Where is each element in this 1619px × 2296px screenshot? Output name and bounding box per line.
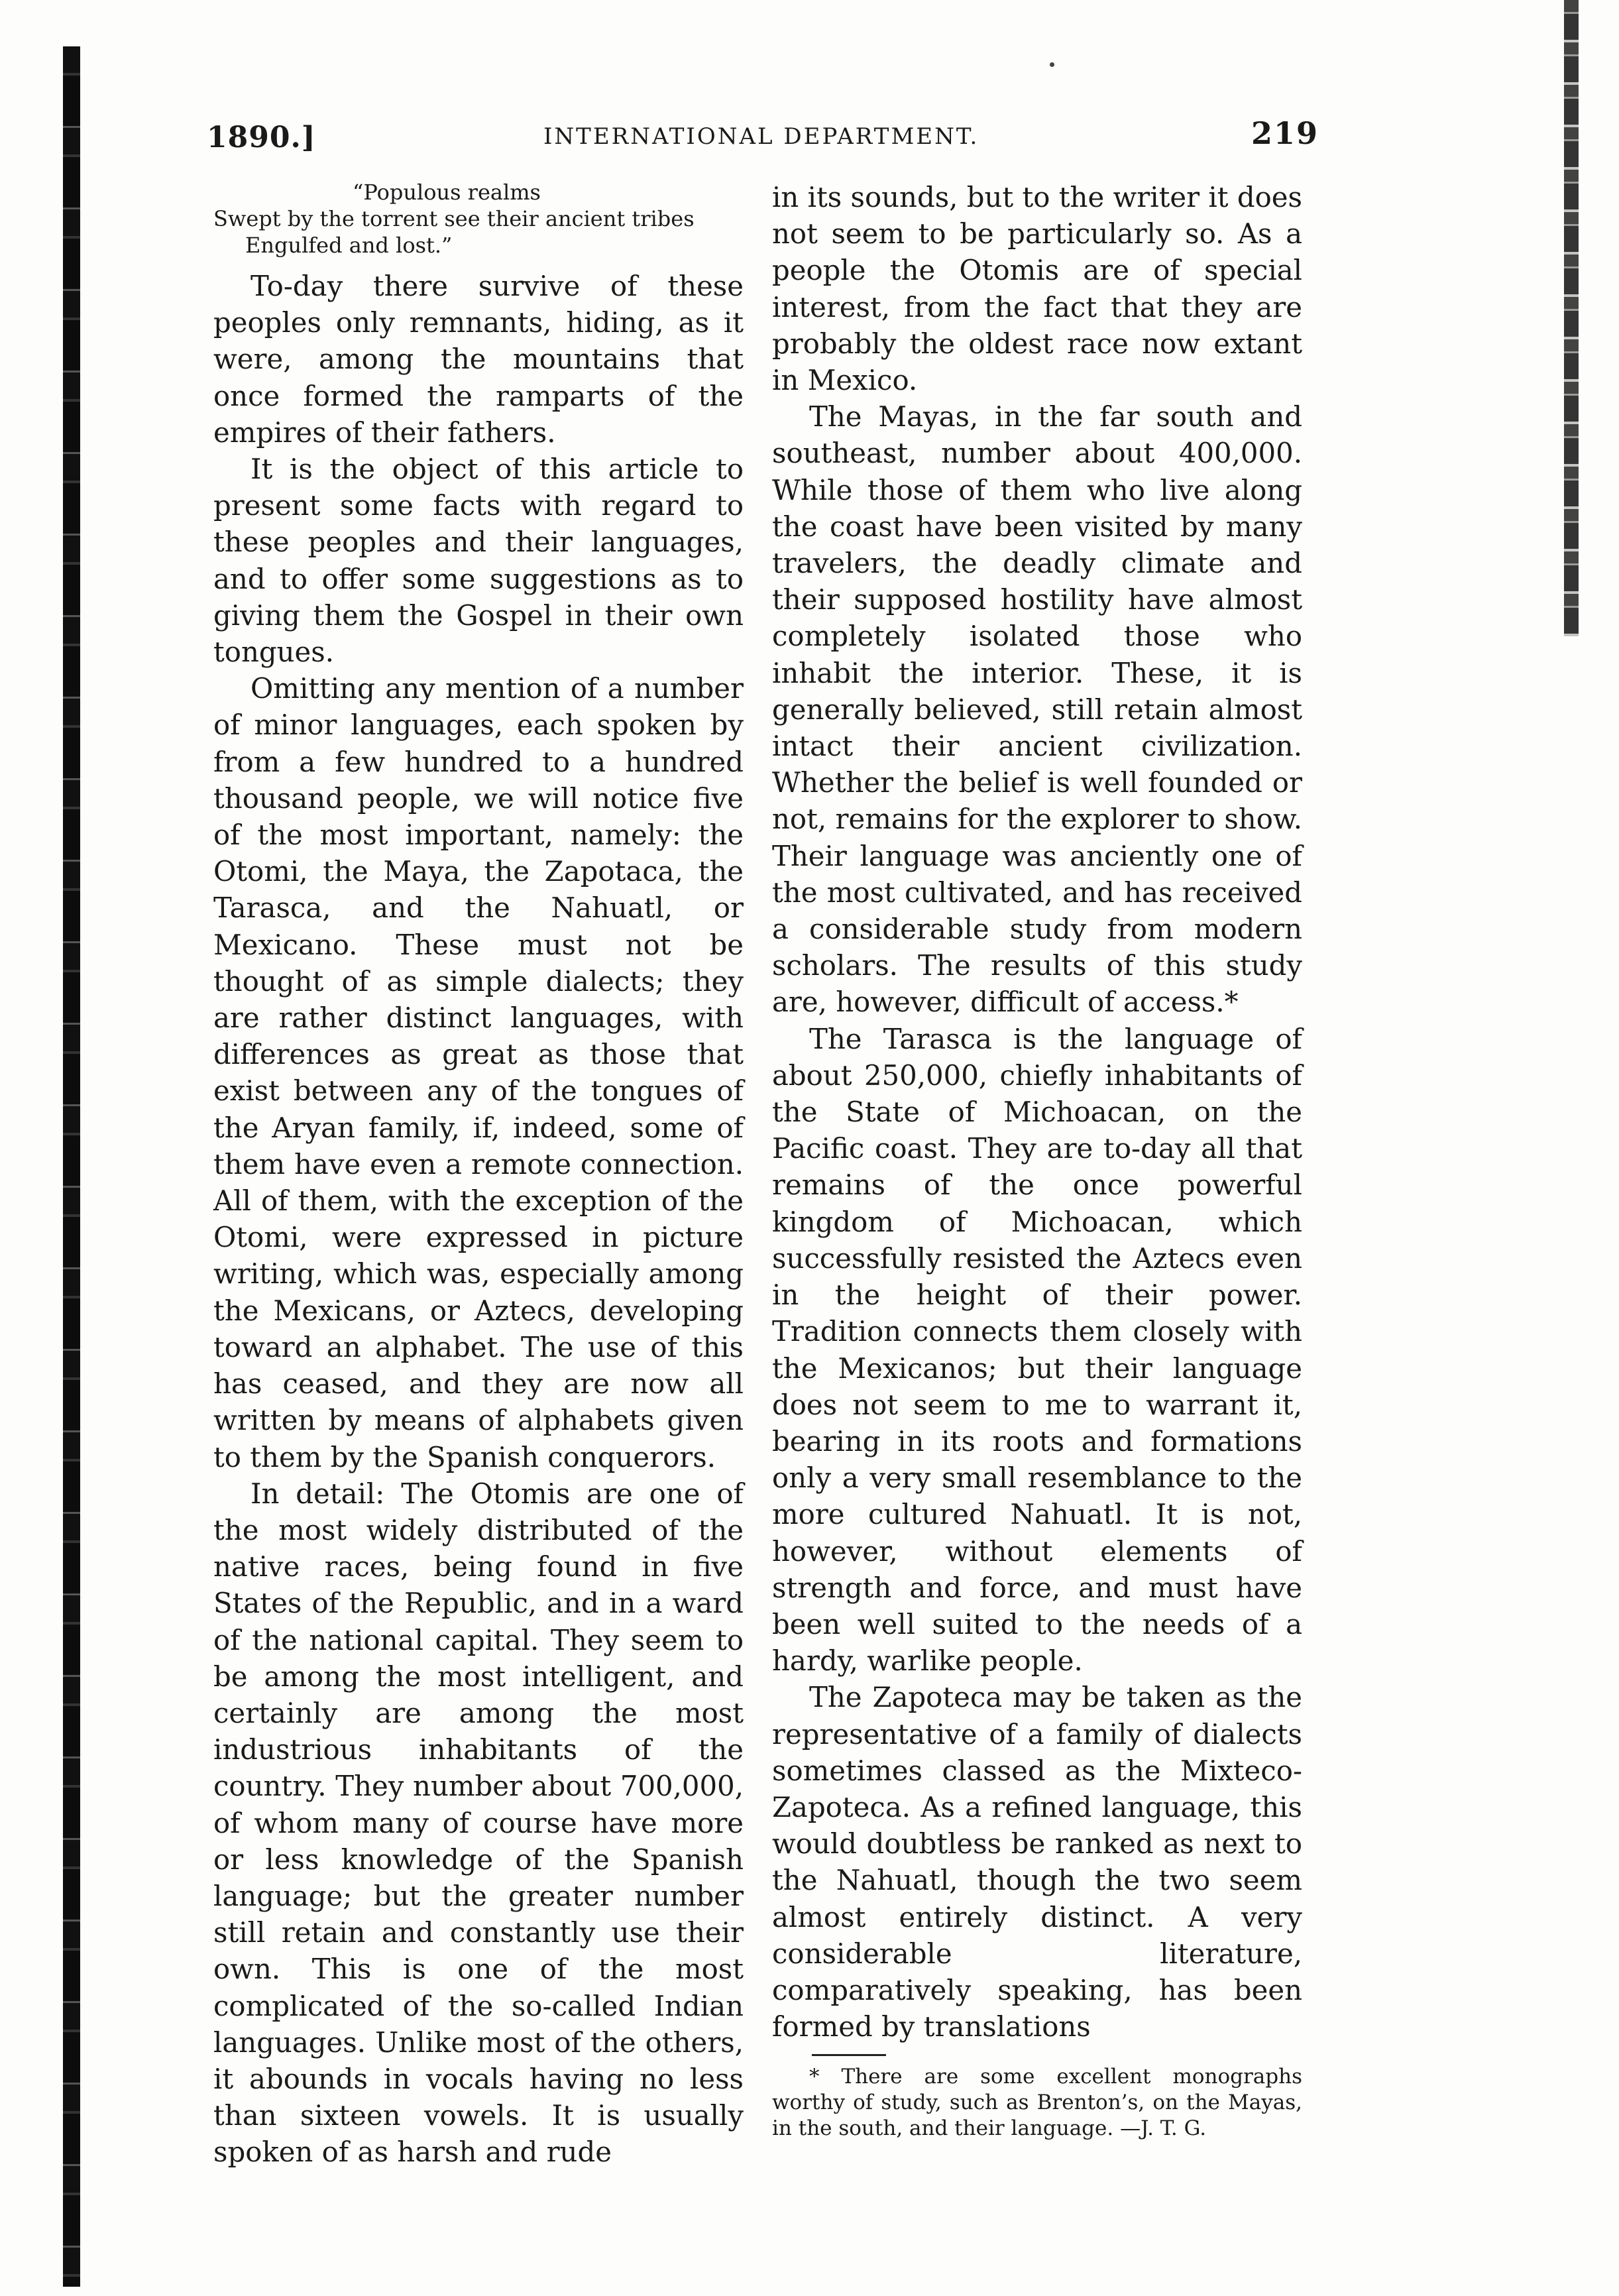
paragraph: To-day there survive of these peoples only remnants, hiding, as it were, among the mountains that once formed the ramparts of the empires of their fathers. [213, 270, 744, 449]
left-column [213, 179, 744, 2171]
paragraph: Omitting any mention of a number of minor languages, each spoken by from a few hundred to a hundred thousand people, we will notice five of the most important, namely: the Otomi, the Maya, the Zapotaca, the Tarasca, and the Nahuatl, or Mexicano. These must not be thought of as simple dialects; they are rather distinct languages, with differences as great as those that exist between any of the tongues of the Aryan family, if, indeed, some of them have even a remote connection. All of them, with the exception of the Otomi, were expressed in picture writing, which was, especially among the Mexicans, or Aztecs, developing toward an alphabet. The use of this has ceased, and they are now all written by means of alphabets given to them by the Spanish conquerors. [213, 672, 744, 1473]
footnote-rule [812, 2054, 886, 2056]
header-year: 1890.] [207, 121, 316, 154]
poem-line: “Populous realms [353, 180, 541, 205]
poem-line: Swept by the torrent see their ancient tribes [213, 206, 695, 231]
paragraph: In detail: The Otomis are one of the most widely distributed of the native races, being found in five States of the Republic, and in a ward of the national capital. They seem to be among the most intelligent, and certainly are among the most industrious inhabitants of the country. They number about 700,000, of whom many of course have more or less knowledge of the Spanish language; but the greater number still retain and constantly use their own. This is one of the most complicated of the so-called Indian languages. Unlike most of the others, it abounds in vocals having no less than sixteen vowels. It is usually spoken of as harsh and rude [213, 1477, 744, 2169]
right-column [772, 179, 1302, 2142]
page-number: 219 [1251, 115, 1319, 151]
header-title: INTERNATIONAL DEPARTMENT. [543, 123, 979, 150]
running-header [199, 113, 1319, 159]
epigraph-poem [213, 179, 744, 258]
footnote: * There are some excellent monographs worthy of study, such as Brenton’s, on the Mayas, in the south, and their language. —J. T. G. [772, 2065, 1302, 2141]
paragraph: in its sounds, but to the writer it does not seem to be particularly so. As a people the Otomis are of special interest, from the fact that they are probably the oldest race now extant in Mexico. [772, 181, 1302, 397]
paragraph: The Zapoteca may be taken as the representative of a family of dialects sometimes classed as the Mixteco-Zapoteca. As a refined language, this would doubtless be ranked as next to the Nahuatl, though the two seem almost entirely distinct. A very considerable literature, comparatively speaking, has been formed by translations [772, 1681, 1302, 2043]
paragraph: It is the object of this article to present some facts with regard to these peoples and their languages, and to offer some suggestions as to giving them the Gospel in their own tongues. [213, 453, 744, 669]
poem-line: Engulfed and lost.” [245, 233, 453, 258]
paragraph: The Mayas, in the far south and southeast, number about 400,000. While those of them who live along the coast have been visited by many travelers, the deadly climate and their supposed hostility have almost completely isolated those who inhabit the interior. These, it is generally believed, still retain almost intact their ancient civilization. Whether the belief is well founded or not, remains for the explorer to show. Their language was anciently one of the most cultivated, and has received a considerable study from modern scholars. The results of this study are, however, difficult of access.* [772, 400, 1302, 1019]
paragraph: The Tarasca is the language of about 250,000, chiefly inhabitants of the State of Michoacan, on the Pacific coast. They are to-day all that remains of the once powerful kingdom of Michoacan, which successfully resisted the Aztecs even in the height of their power. Tradition connects them closely with the Mexicanos; but their language does not seem to me to warrant it, bearing in its roots and formations only a very small resemblance to the more cultured Nahuatl. It is not, however, without elements of strength and force, and must have been well suited to the needs of a hardy, warlike people. [772, 1022, 1302, 1678]
